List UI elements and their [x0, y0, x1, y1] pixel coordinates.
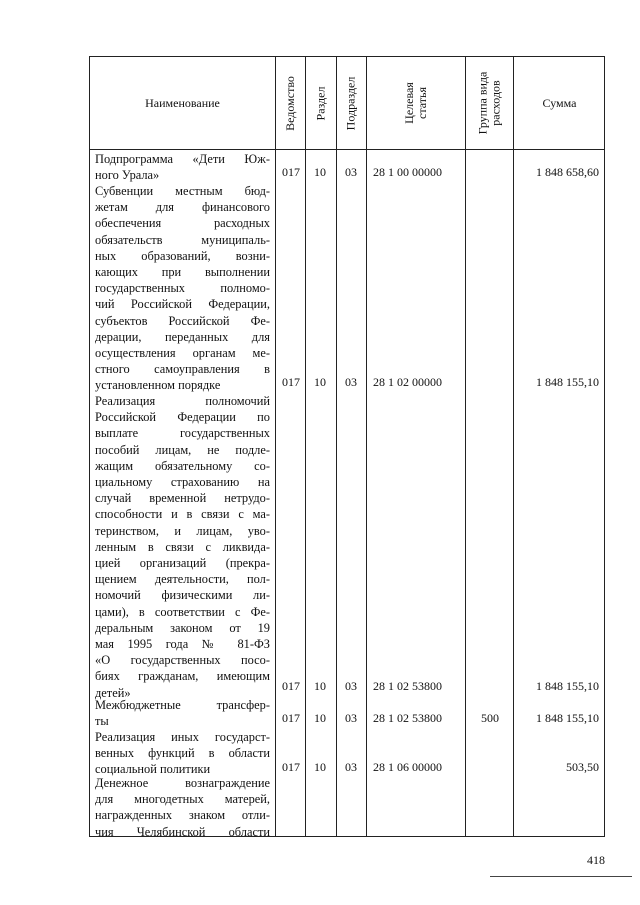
cell-group: 500	[481, 711, 499, 725]
header-group-line2: расходов	[488, 80, 502, 126]
cell-dept: 017	[282, 165, 300, 179]
header-group-label	[476, 72, 502, 135]
page-number: 418	[587, 853, 605, 867]
table-row-name: Субвенции местным бюд- жетам для финансового обеспечения расходных обязательств муниципаль- ных образований, возни- кающих при выполнении государственных полномо- чий Российской Федерации, субъектов Российской Фе- дерации, переданных для осуществления органам ме- стного самоуправления в установленном порядке	[95, 184, 270, 393]
cell-subsection: 03	[345, 711, 357, 725]
header-sum-label: Сумма	[542, 95, 577, 110]
cell-subsection: 03	[345, 760, 357, 774]
cell-target: 28 1 02 53800	[373, 679, 442, 693]
column-divider	[366, 57, 367, 836]
header-dept	[275, 57, 305, 149]
column-divider	[513, 57, 514, 836]
cell-target: 28 1 02 00000	[373, 375, 442, 389]
header-name-label: Наименование	[145, 95, 220, 110]
cell-section: 10	[314, 760, 326, 774]
header-name	[90, 57, 275, 149]
table-row-name: Реализация полномочий Российской Федерации по выплате государственных пособий лицам, не подле- жащим обязательному со- циальному страхованию на случай временной нетрудо- способности и в связи с ма- теринством, и лицам, уво- ленным в связи с ликвида- цией организаций (прекра- щением деятельности, пол- номочий физическими ли- цами), в соответствии с Фе- деральным законом от 19 мая 1995 года № 81-ФЗ «О государственных посо- биях гражданам, имеющим детей»	[95, 394, 270, 700]
cell-section: 10	[314, 375, 326, 389]
cell-subsection: 03	[345, 375, 357, 389]
cell-sum: 503,50	[566, 760, 599, 774]
cell-sum: 1 848 155,10	[536, 679, 599, 693]
header-target-label	[402, 82, 428, 124]
header-group-line1: Группа вида	[475, 71, 489, 135]
header-section	[305, 57, 336, 149]
column-divider	[275, 57, 276, 836]
cell-dept: 017	[282, 679, 300, 693]
cell-sum: 1 848 155,10	[536, 711, 599, 725]
table-row-name: Денежное вознаграждение для многодетных матерей, награжденных знаком отли- чия Челябинской области	[95, 776, 270, 839]
cell-subsection: 03	[345, 679, 357, 693]
cell-dept: 017	[282, 760, 300, 774]
footer-rule	[490, 876, 632, 877]
table-header	[90, 57, 604, 150]
header-target-line2: статья	[414, 87, 429, 119]
cell-section: 10	[314, 679, 326, 693]
header-target	[366, 57, 465, 149]
column-divider	[465, 57, 466, 836]
cell-dept: 017	[282, 711, 300, 725]
table-row-name: Реализация иных государст- венных функций в области социальной политики	[95, 730, 270, 777]
column-divider	[336, 57, 337, 836]
header-dept-label: Ведомство	[282, 75, 297, 131]
header-subsection	[336, 57, 366, 149]
column-divider	[305, 57, 306, 836]
cell-sum: 1 848 658,60	[536, 165, 599, 179]
cell-sum: 1 848 155,10	[536, 375, 599, 389]
cell-dept: 017	[282, 375, 300, 389]
header-sum	[513, 57, 606, 149]
cell-section: 10	[314, 711, 326, 725]
table-row-name: Подпрограмма «Дети Юж- ного Урала»	[95, 152, 270, 183]
cell-target: 28 1 06 00000	[373, 760, 442, 774]
cell-target: 28 1 00 00000	[373, 165, 442, 179]
header-section-label: Раздел	[313, 86, 328, 120]
cell-target: 28 1 02 53800	[373, 711, 442, 725]
header-subsection-label: Подраздел	[343, 76, 358, 130]
cell-section: 10	[314, 165, 326, 179]
header-target-line1: Целевая	[401, 82, 416, 124]
cell-subsection: 03	[345, 165, 357, 179]
budget-table	[89, 56, 605, 837]
header-group	[465, 57, 513, 149]
table-row-name: Межбюджетные трансфер- ты	[95, 698, 270, 729]
